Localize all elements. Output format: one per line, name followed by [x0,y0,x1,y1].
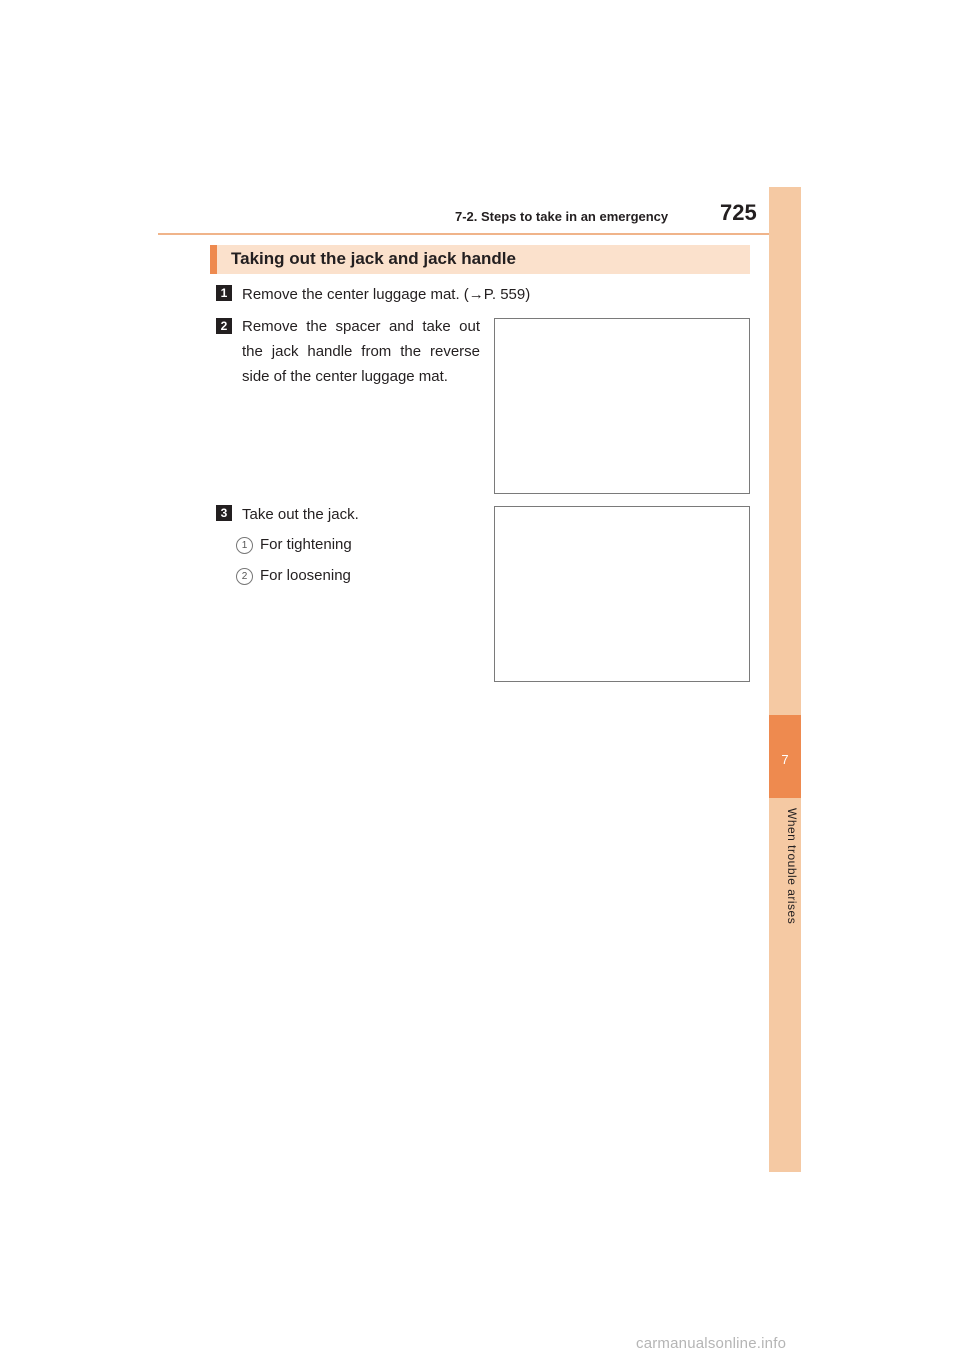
chapter-number: 7 [781,752,789,767]
step-2-text: Remove the spacer and take out the jack handle from the reverse side of the center luggage mat. [242,318,480,385]
page-number: 725 [720,200,757,225]
chapter-title: When trouble arises [785,808,799,925]
watermark-text: carmanualsonline.info [636,1335,787,1352]
illustration-jack-handle [494,318,750,494]
step-1-text: Remove the center luggage mat. (→P. 559) [242,286,531,303]
step-number-badge: 2 [216,318,232,334]
section-heading-bar [210,245,750,274]
step-3-item-tightening: For tightening [260,536,352,553]
step-number-badge: 3 [216,505,232,521]
step-3-text: Take out the jack. [242,506,359,523]
illustration-jack [494,506,750,682]
step-3-item-loosening: For loosening [260,567,351,584]
section-title: Taking out the jack and jack handle [231,249,516,268]
running-header: 7-2. Steps to take in an emergency [455,209,669,224]
chapter-side-tab [769,187,801,1172]
step-number-badge: 1 [216,285,232,301]
circled-marker: 1 [236,537,253,554]
circled-marker: 2 [236,568,253,585]
header-divider [158,233,800,235]
